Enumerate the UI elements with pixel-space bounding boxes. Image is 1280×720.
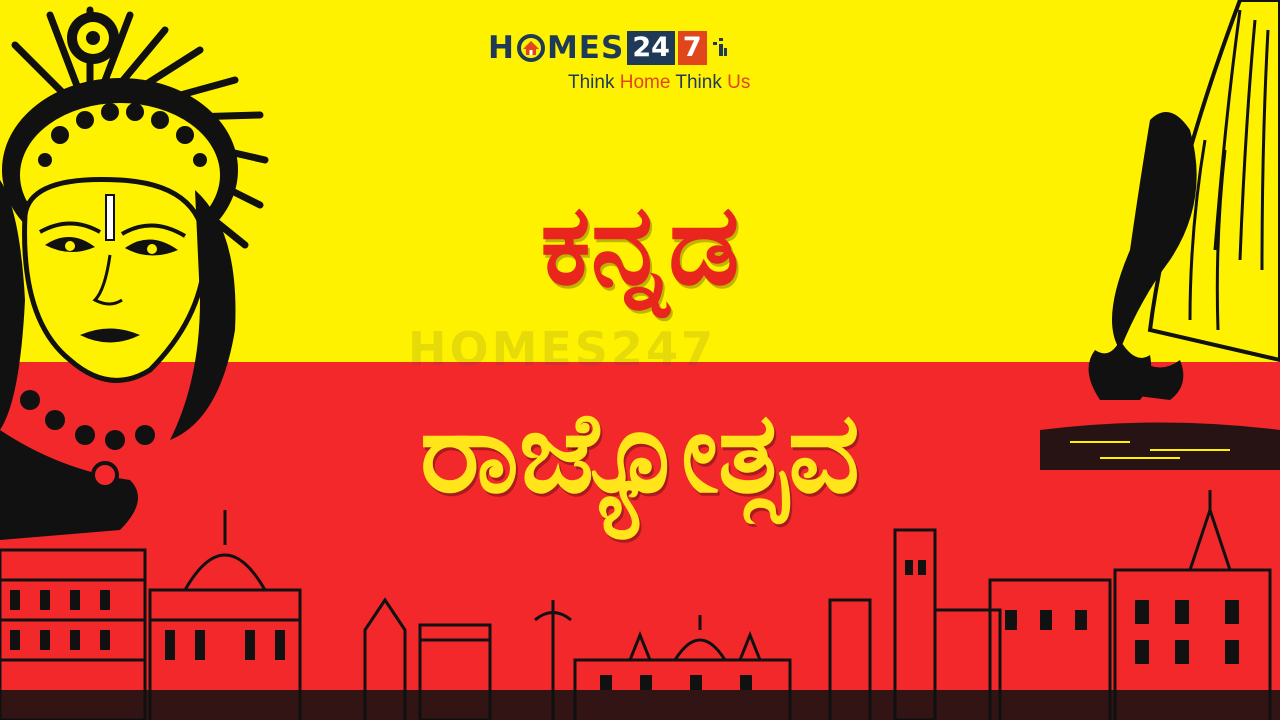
tagline-us: Us: [727, 72, 751, 93]
logo-tagline: [568, 72, 750, 94]
logo-wordmark: [488, 28, 729, 68]
headline-kannada: ಕನ್ನಡ: [540, 180, 740, 310]
logo-number-7: 7: [678, 31, 707, 65]
watermark: HOMES247: [408, 322, 716, 376]
waterfall-illustration: [1040, 0, 1280, 470]
yakshagana-dancer-illustration: [0, 0, 275, 540]
small-building-icon: [711, 36, 729, 60]
headline-rajyotsava: ರಾಜ್ಯೋತ್ಸವ: [420, 388, 860, 518]
tagline-think-2: Think: [670, 72, 728, 93]
tagline-home: Home: [619, 72, 671, 93]
logo-number-24: 24: [627, 31, 675, 65]
logo-letter-h: H: [488, 30, 515, 66]
tagline-think-1: Think: [568, 72, 620, 93]
house-in-circle-icon: [516, 33, 546, 63]
logo-letters-mes: MES: [546, 30, 625, 66]
karnataka-landmarks-skyline: [0, 490, 1280, 720]
brand-logo[interactable]: [488, 28, 808, 98]
